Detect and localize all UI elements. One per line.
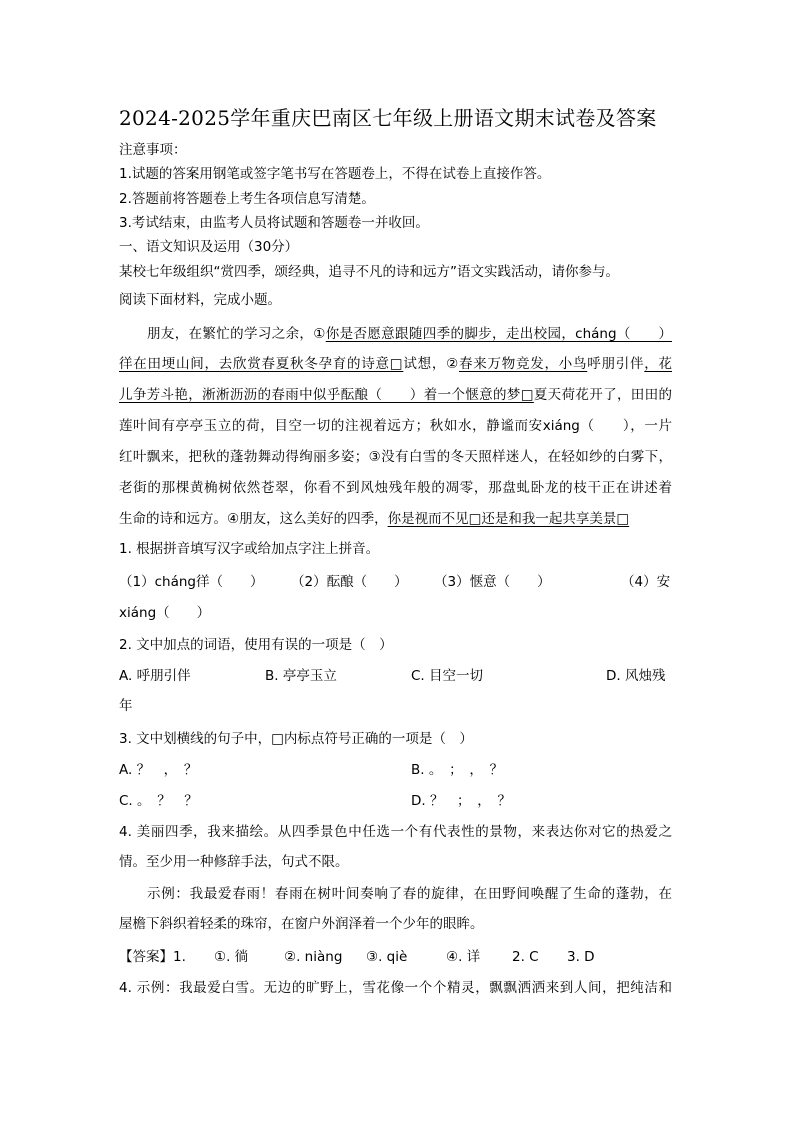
option-c: C. 。 ？ ？ [119, 793, 198, 809]
underlined-sentence: 你是否愿意跟随四季的脚步，走出校园，cháng（ ） [325, 326, 672, 342]
underlined-sentence: ，花 [644, 356, 673, 372]
answer-item: ③. qiè [366, 949, 408, 965]
answer-item: ④. 详 [446, 949, 481, 965]
question-3-stem: 3. 文中划横线的句子中，□内标点符号正确的一项是（ ） [119, 731, 473, 747]
q1-item-wrap: xiáng（ ） [119, 605, 211, 621]
answer-4: 4. 示例：我最爱白雪。无边的旷野上，雪花像一个个精灵，飘飘洒洒来到人间，把纯洁和 [119, 980, 672, 996]
answer-item: 3. D [567, 949, 595, 965]
reading-instruction: 阅读下面材料，完成小题。 [119, 292, 281, 308]
section-heading: 一、语文知识及运用（30分） [119, 239, 299, 255]
answer-item: 2. C [512, 949, 539, 965]
underlined-sentence: 你是视而不见□还是和我一起共享美景□ [387, 511, 630, 527]
text: 试想，② [403, 356, 459, 372]
answer-label: 【答案】1. [119, 949, 186, 965]
q1-item: （3）惬意（ ） [434, 574, 551, 590]
question-4-stem: 情。至少用一种修辞手法，句式不限。 [119, 854, 349, 870]
text: 生命的诗和远方。④朋友，这么美好的四季， [119, 511, 388, 527]
underlined-sentence: 儿争芳斗艳，淅淅沥沥的春雨中似乎酝酿（ ）着一个惬意的梦□ [119, 387, 534, 403]
q1-item: （4）安 [621, 574, 671, 590]
option-d: D. 风烛残 [606, 668, 666, 684]
text: 朋友，在繁忙的学习之余，① [147, 326, 326, 342]
question-1-stem: 1. 根据拼音填写汉字或给加点字注上拼音。 [119, 541, 380, 557]
passage-line: 老街的那棵黄桷树依然苍翠，你看不到风烛残年般的凋零，那盘虬卧龙的枝干正在讲述着 [119, 480, 672, 496]
question-4-example: 屋檐下斜织着轻柔的珠帘，在窗户外润泽着一个少年的眼眸。 [119, 916, 484, 932]
option-b: B. 。 ； ， ？ [411, 762, 504, 778]
notice-heading: 注意事项： [119, 142, 187, 158]
q1-item: （2）酝酿（ ） [291, 574, 408, 590]
passage-line [119, 509, 672, 529]
passage-line [119, 324, 672, 344]
underlined-sentence: 徉在田埂山间，去欣赏春夏秋冬孕育的诗意□ [119, 356, 404, 372]
notice-item: 2.答题前将答题卷上考生各项信息写清楚。 [119, 191, 375, 207]
section-intro: 某校七年级组织“赏四季，颂经典，追寻不凡的诗和远方”语文实践活动，请你参与。 [119, 264, 619, 280]
passage-line [119, 385, 672, 405]
notice-item: 1.试题的答案用钢笔或签字笔书写在答题卷上，不得在试卷上直接作答。 [119, 166, 551, 182]
answer-item: ①. 徜 [214, 949, 249, 965]
option-a: A. ？ ， ？ [119, 762, 198, 778]
option-b: B. 亭亭玉立 [265, 668, 337, 684]
passage-line [119, 354, 672, 374]
question-4-stem: 4. 美丽四季，我来描绘。从四季景色中任选一个有代表性的景物，来表达你对它的热爱之 [119, 824, 672, 840]
text: 夏天荷花开了，田田的 [533, 387, 672, 403]
option-d: D. ？ ； ， ？ [411, 793, 511, 809]
text: 呼朋引伴 [587, 356, 645, 372]
q2-option-wrap: 年 [119, 698, 133, 714]
question-4-example: 示例：我最爱春雨！春雨在树叶间奏响了春的旋律，在田野间唤醒了生命的蓬勃，在 [147, 886, 672, 902]
page-title: 2024-2025学年重庆巴南区七年级上册语文期末试卷及答案 [119, 106, 657, 130]
passage-line: 莲叶间有亭亭玉立的荷，目空一切的注视着远方；秋如水，静谧而安xiáng（ ），一片 [119, 418, 672, 434]
q1-item: （1）cháng徉（ ） [119, 574, 264, 590]
passage-line: 红叶飘来，把秋的蓬勃舞动得绚丽多姿；③没有白雪的冬天照样迷人，在轻如纱的白雾下， [119, 449, 672, 465]
question-2-stem: 2. 文中加点的词语，使用有误的一项是（ ） [119, 637, 393, 653]
underlined-sentence: 春来万物竞发，小鸟 [458, 356, 588, 372]
notice-item: 3.考试结束，由监考人员将试题和答题卷一并收回。 [119, 215, 429, 231]
answer-item: ②. niàng [284, 949, 343, 965]
option-c: C. 目空一切 [411, 668, 484, 684]
option-a: A. 呼朋引伴 [119, 668, 191, 684]
